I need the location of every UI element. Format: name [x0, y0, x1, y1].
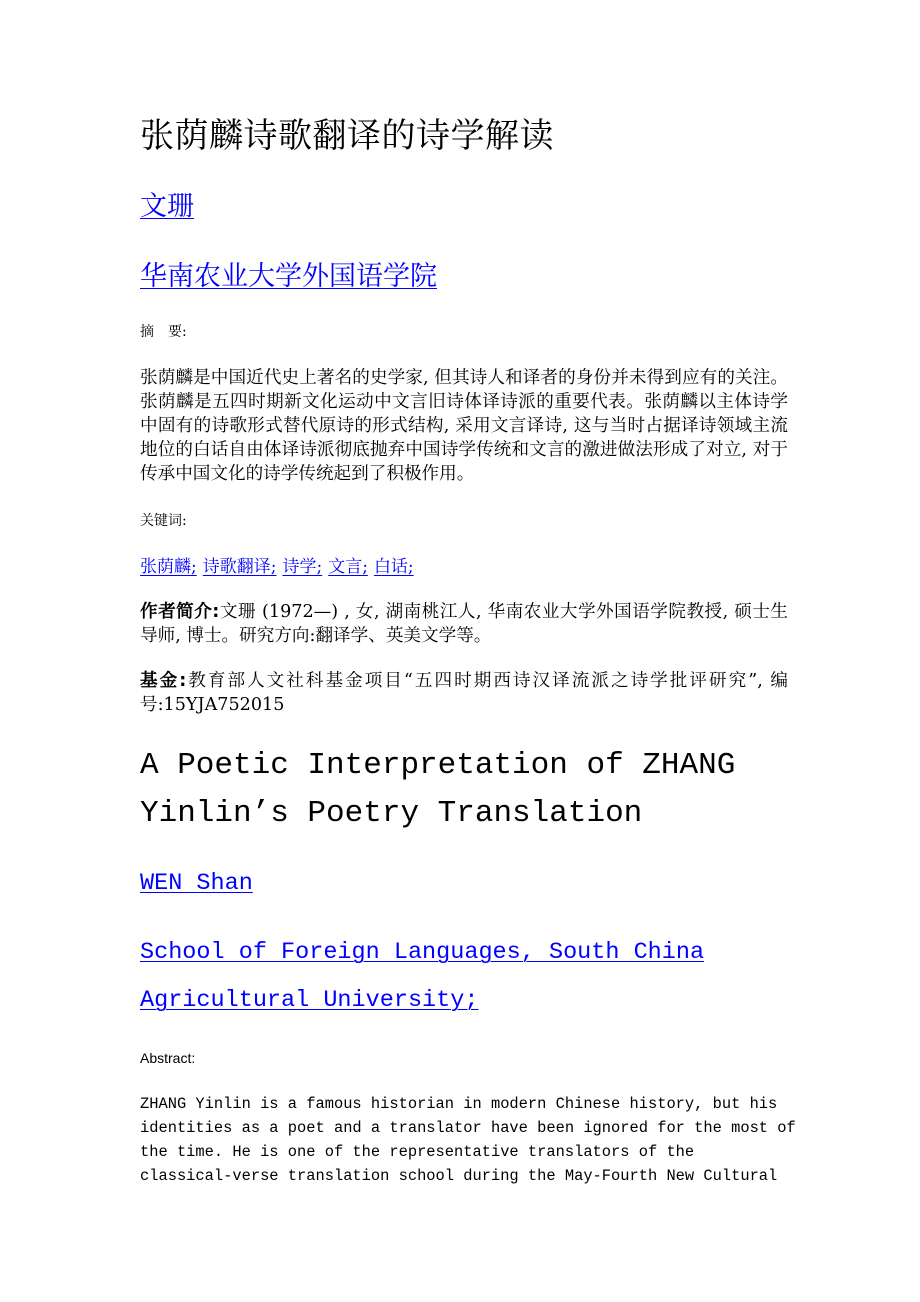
keyword-link[interactable]: 张荫麟;	[140, 557, 197, 577]
abstract-label-part1: 摘	[140, 324, 154, 340]
chinese-abstract-label	[140, 322, 788, 342]
fund-text: 教育部人文社科基金项目“五四时期西诗汉译流派之诗学批评研究”, 编号:15YJA752015	[140, 671, 788, 715]
english-author-link[interactable]: WEN Shan	[140, 870, 253, 897]
chinese-affiliation-line	[140, 253, 788, 301]
chinese-affiliation-link[interactable]: 华南农业大学外国语学院	[140, 261, 437, 292]
english-abstract-line: identities as a poet and a translator have been ignored for the most of	[140, 1119, 796, 1137]
chinese-author-line	[140, 183, 788, 231]
english-affiliation-line	[140, 929, 800, 1025]
keyword-link[interactable]: 诗学;	[282, 557, 323, 577]
english-affiliation-line1: School of Foreign Languages, South China	[140, 939, 705, 966]
keyword-link[interactable]: 诗歌翻译;	[202, 557, 277, 577]
author-bio-text: 文珊 (1972—) , 女, 湖南桃江人, 华南农业大学外国语学院教授, 硕士生导师, 博士。研究方向:翻译学、英美文学等。	[140, 602, 788, 646]
english-affiliation-link[interactable]	[140, 929, 800, 1025]
author-bio-label: 作者简介:	[140, 602, 220, 622]
chinese-abstract-text: 张荫麟是中国近代史上著名的史学家, 但其诗人和译者的身份并未得到应有的关注。张荫麟是五四时期新文化运动中文言旧诗体译诗派的重要代表。张荫麟以主体诗学中固有的诗歌形式替代原诗的形式结构, 采用文言译诗, 这与当时占据译诗领域主流地位的白话自由体译诗派彻底抛弃中国诗学传统和文言的激进做法形成了对立, 对于传承中国文化的诗学传统起到了积极作用。	[140, 368, 788, 484]
english-title: A Poetic Interpretation of ZHANG Yinlin’s Poetry Translation	[140, 748, 736, 831]
fund-label: 基金:	[140, 671, 187, 691]
english-abstract-line: the time. He is one of the representative translators of the	[140, 1143, 695, 1161]
author-bio	[140, 600, 788, 648]
english-affiliation-line2: Agricultural University;	[140, 987, 479, 1014]
chinese-keywords-list	[140, 555, 788, 579]
chinese-title: 张荫麟诗歌翻译的诗学解读	[140, 116, 554, 156]
english-abstract-line: classical-verse translation school during the May-Fourth New Cultural	[140, 1167, 778, 1185]
english-author-line	[140, 860, 788, 908]
english-abstract-text	[140, 1092, 800, 1188]
fund-info	[140, 669, 788, 717]
chinese-keywords-label: 关键词:	[140, 513, 187, 529]
keyword-link[interactable]: 文言;	[328, 557, 368, 577]
abstract-label-part2: 要:	[168, 324, 187, 340]
english-abstract-line: ZHANG Yinlin is a famous historian in modern Chinese history, but his	[140, 1095, 778, 1113]
keyword-link[interactable]: 白话;	[373, 557, 414, 577]
chinese-author-link[interactable]: 文珊	[140, 191, 194, 222]
english-abstract-label: Abstract:	[140, 1050, 196, 1066]
